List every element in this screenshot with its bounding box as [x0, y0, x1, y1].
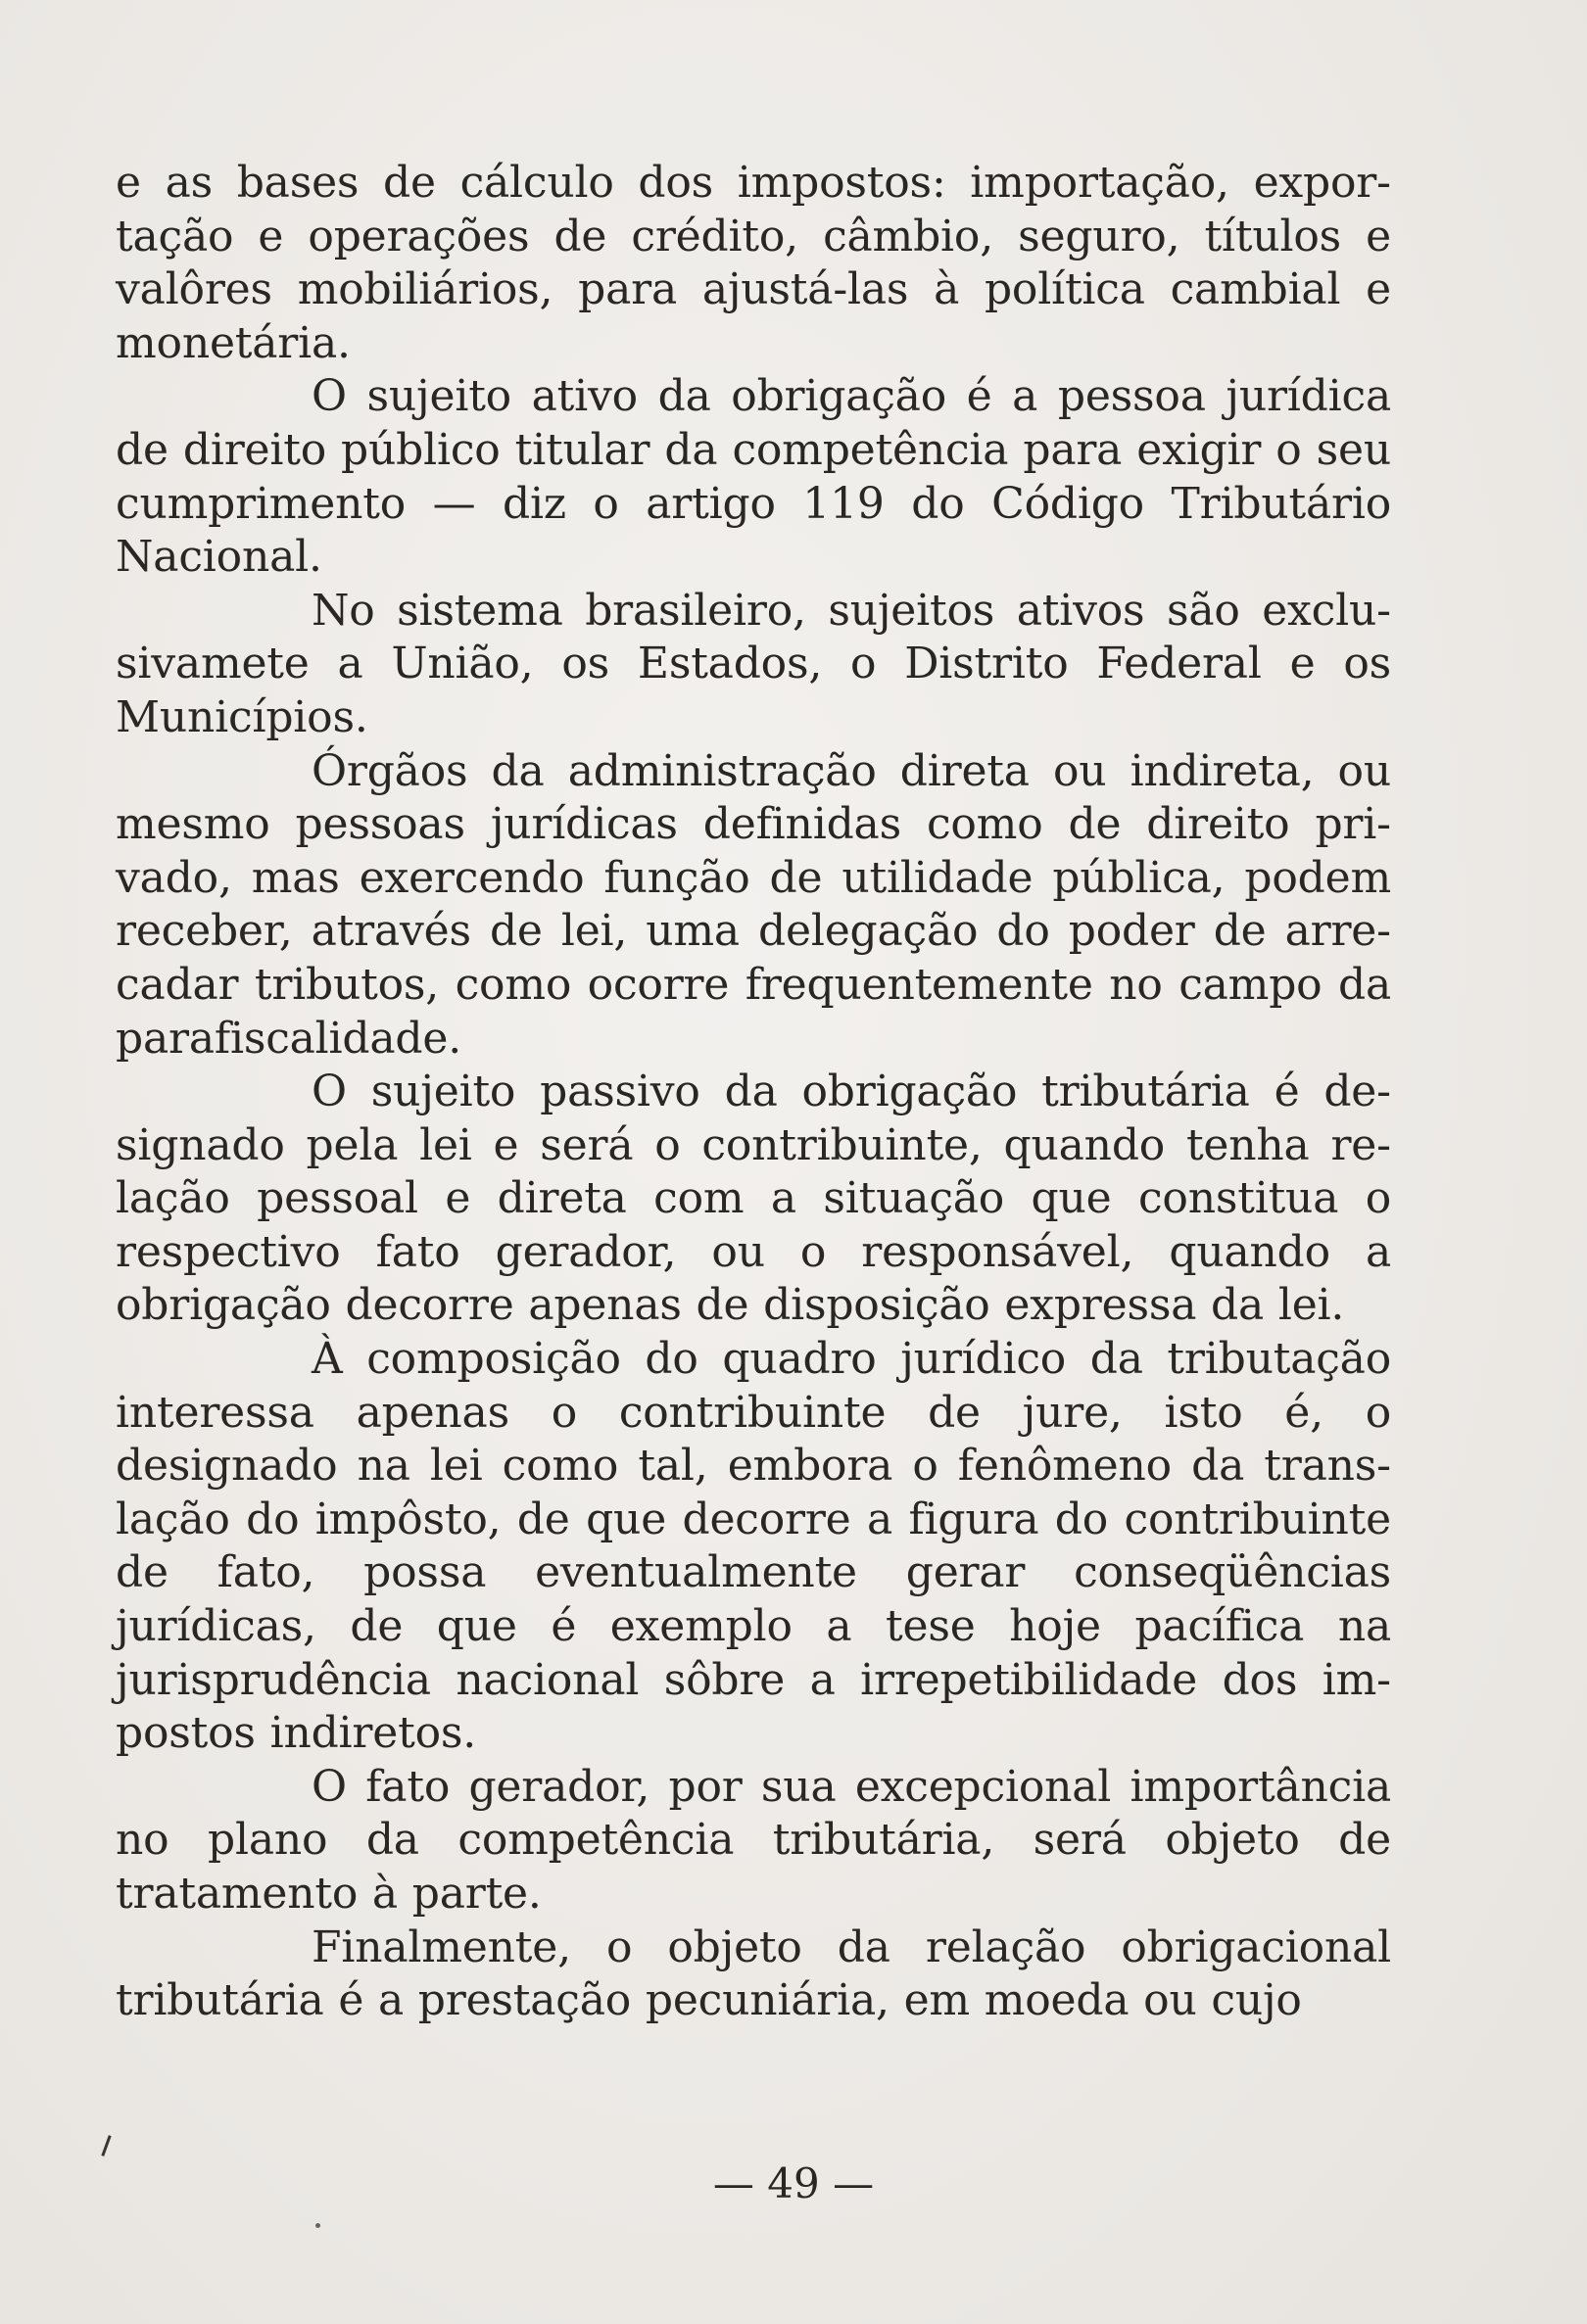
paragraph-7: O fato gerador, por sua excepcional importância no plano da competência tributária, será objeto de tratamento à parte.	[116, 1761, 1391, 1919]
body-text	[116, 157, 1391, 2028]
paragraph-1: e as bases de cálculo dos impostos: importação, exportação e operações de crédito, câmbio, seguro, títulos e valôres mobiliários, para ajustá-las à política cambial e monetária.	[116, 158, 1391, 368]
paragraph-3: No sistema brasileiro, sujeitos ativos são exclusivamete a União, os Estados, o Distrito Federal e os Municípios.	[116, 585, 1391, 742]
ink-dot	[315, 2223, 320, 2228]
paragraph-8: Finalmente, o objeto da relação obrigacional tributária é a prestação pecuniária, em moeda ou cujo	[116, 1921, 1391, 2026]
page-number: — 49 —	[712, 2159, 875, 2207]
paragraph-2: O sujeito ativo da obrigação é a pessoa jurídica de direito público titular da competência para exigir o seu cumprimento — diz o artigo 119 do Código Tributário Nacional.	[116, 371, 1391, 583]
paragraph-6: À composição do quadro jurídico da tributação interessa apenas o contribuinte de jure, isto é, o designado na lei como tal, embora o fenômeno da translação do impôsto, de que decorre a figura do contribuinte de fato, possa eventualmente gerar conseqüências jurídicas, de que é exemplo a tese hoje pacífica na jurisprudência nacional sôbre a irrepetibilidade dos impostos indiretos.	[116, 1334, 1391, 1759]
paragraph-4: Órgãos da administração direta ou indireta, ou mesmo pessoas jurídicas definidas como de direito privado, mas exercendo função de utilidade pública, podem receber, através de lei, uma delegação do poder de arrecadar tributos, como ocorre frequentemente no campo da parafiscalidade.	[116, 745, 1391, 1064]
ink-mark	[101, 2135, 111, 2157]
paragraph-5: O sujeito passivo da obrigação tributária é designado pela lei e será o contribuinte, quando tenha relação pessoal e direta com a situação que constitua o respectivo fato gerador, ou o responsável, quando a obrigação decorre apenas de disposição expressa da lei.	[116, 1067, 1391, 1331]
